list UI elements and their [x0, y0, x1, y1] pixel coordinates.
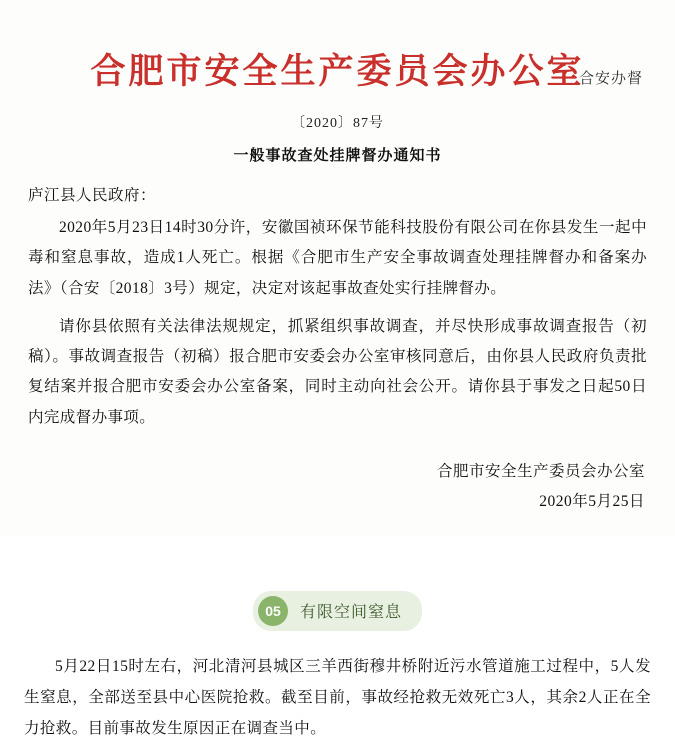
document-subtitle: 一般事故查处挂牌督办通知书	[233, 148, 442, 165]
section-title: 有限空间窒息	[299, 604, 402, 622]
notice-paragraph-1: 2020年5月23日14时30分许，安徽国祯环保节能科技股份有限公司在你县发生一起中毒和窒息事故，造成1人死亡。根据《合肥市生产安全事故调查处理挂牌督办和备案办法》（合安〔2018〕3号）规定，决定对该起事故查处实行挂牌督办。	[28, 219, 647, 297]
article-paragraph: 5月22日15时左右，河北清河县城区三羊西街穆井桥附近污水管道施工过程中，5人发生窒息，全部送至县中心医院抢救。截至目前，事故经抢救无效死亡3人，其余2人正在全力抢救。目前事故发生原因正在调查当中。	[24, 657, 651, 737]
notice-header	[22, 0, 653, 92]
notice-signature: 合肥市安全生产委员会办公室	[436, 462, 645, 480]
section-badge	[253, 591, 422, 631]
section-heading	[0, 591, 675, 631]
section-divider	[0, 537, 675, 563]
notice-recipient: 庐江县人民政府：	[28, 187, 157, 205]
issuing-organization-title: 合肥市安全生产委员会办公室	[90, 52, 585, 91]
notice-paragraph-2: 请你县依照有关法律法规规定，抓紧组织事故调查，并尽快形成事故调查报告（初稿）。事故调查报告（初稿）报合肥市安委会办公室审核同意后，由你县人民政府负责批复结案并报合肥市安委会办公室备案，同时主动向社会公开。请你县于事发之日起50日内完成督办事项。	[28, 317, 647, 426]
notice-date: 2020年5月25日	[539, 492, 645, 510]
document-code-label: 合安办督	[578, 71, 643, 88]
section-number: 05	[258, 596, 288, 626]
document-number: 〔2020〕87号	[291, 116, 384, 132]
